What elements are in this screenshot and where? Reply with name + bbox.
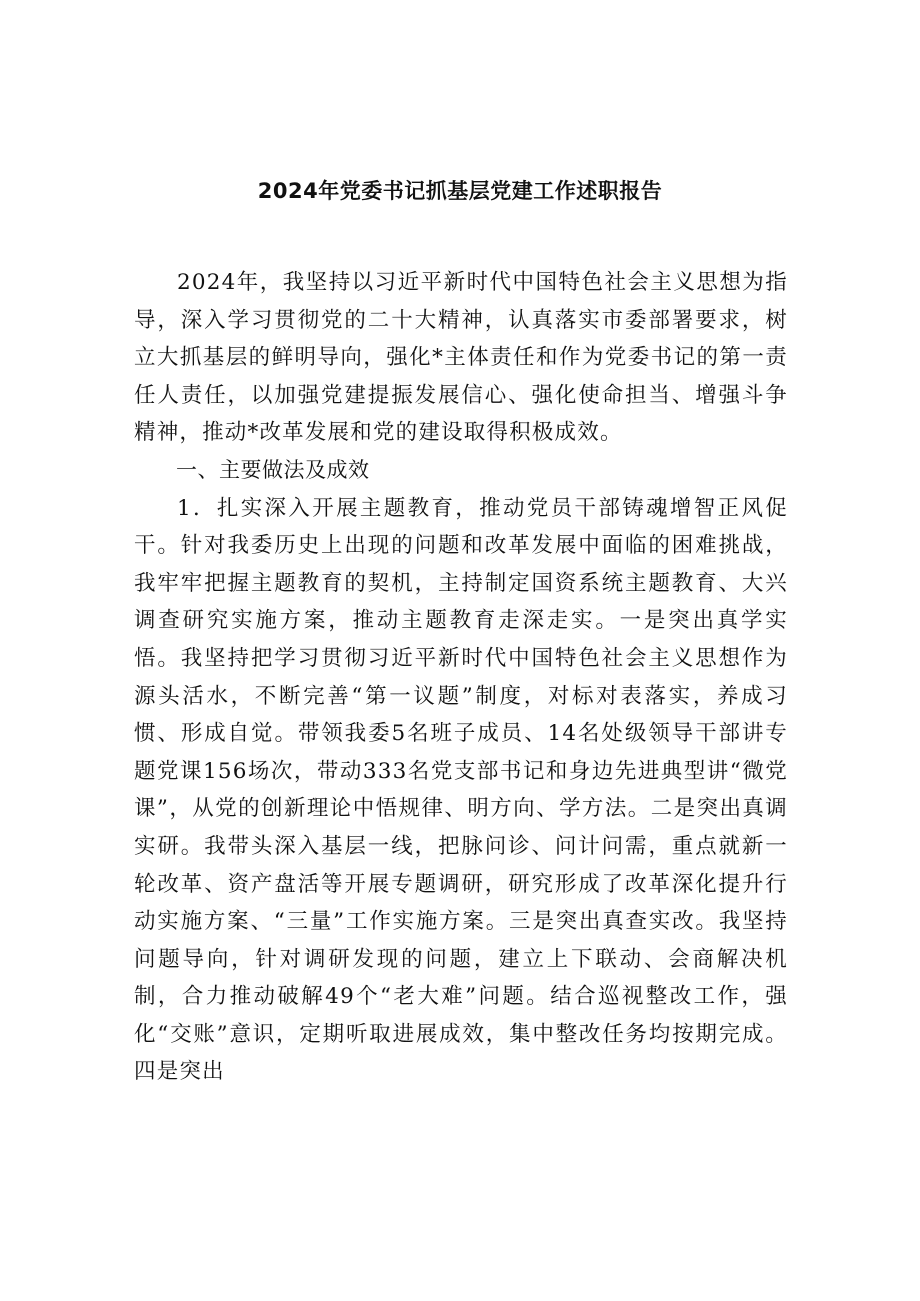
section-heading: 一、主要做法及成效: [176, 457, 370, 482]
document-body: [134, 264, 788, 1091]
item-1-paragraph: 1．扎实深入开展主题教育，推动党员干部铸魂增智正风促干。针对我委历史上出现的问题和改革发展中面临的困难挑战，我牢牢把握主题教育的契机，主持制定国资系统主题教育、大兴调查研究实施方案，推动主题教育走深走实。一是突出真学实悟。我坚持把学习贯彻习近平新时代中国特色社会主义思想作为源头活水，不断完善“第一议题”制度，对标对表落实，养成习惯、形成自觉。带领我委5名班子成员、14名处级领导干部讲专题党课156场次，带动333名党支部书记和身边先进典型讲“微党课”，从党的创新理论中悟规律、明方向、学方法。二是突出真调实研。我带头深入基层一线，把脉问诊、问计问需，重点就新一轮改革、资产盘活等开展专题调研，研究形成了改革深化提升行动实施方案、“三量”工作实施方案。三是突出真查实改。我坚持问题导向，针对调研发现的问题，建立上下联动、会商解决机制，合力推动破解49个“老大难”问题。结合巡视整改工作，强化“交账”意识，定期听取进展成效，集中整改任务均按期完成。四是突出: [134, 495, 788, 1085]
document-title: 2024年党委书记抓基层党建工作述职报告: [257, 179, 663, 203]
intro-paragraph: 2024年，我坚持以习近平新时代中国特色社会主义思想为指导，深入学习贯彻党的二十大精神，认真落实市委部署要求，树立大抓基层的鲜明导向，强化*主体责任和作为党委书记的第一责任人责任，以加强党建提振发展信心、强化使命担当、增强斗争精神，推动*改革发展和党的建设取得积极成效。: [134, 270, 788, 446]
